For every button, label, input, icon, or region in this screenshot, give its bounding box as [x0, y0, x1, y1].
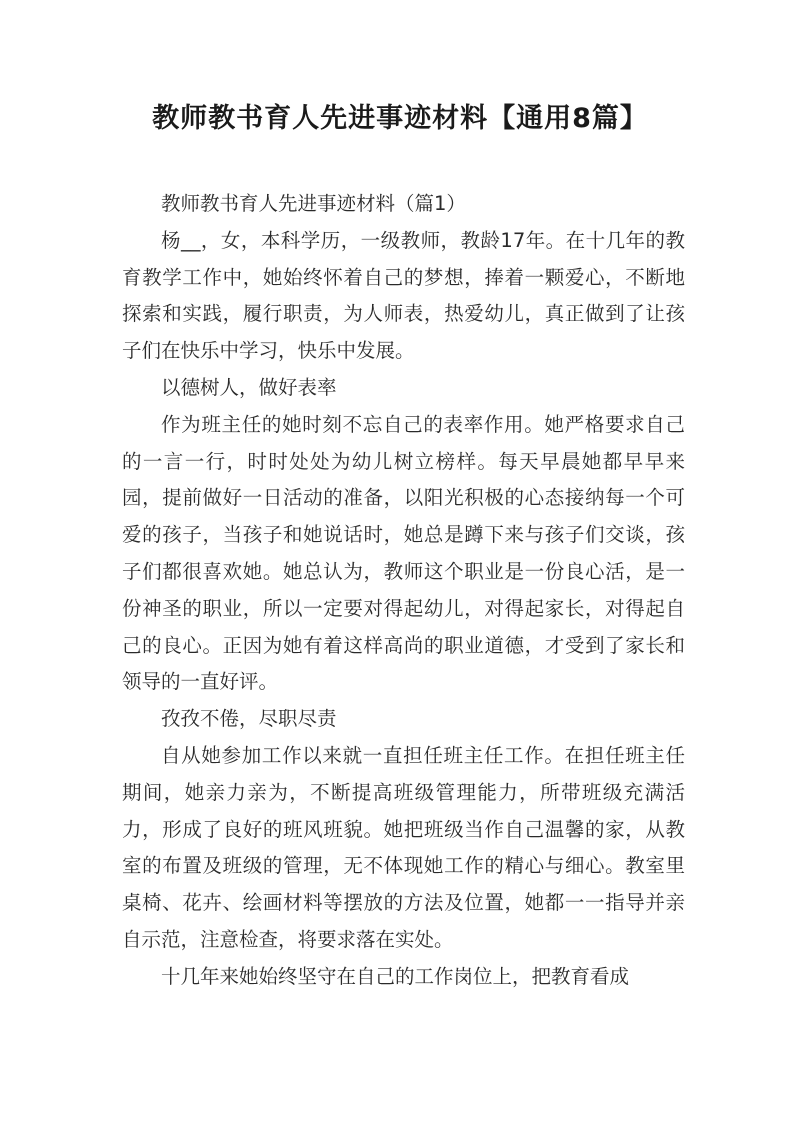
paragraph: 十几年来她始终坚守在自己的工作岗位上，把教育看成 — [161, 964, 630, 988]
document-body — [122, 186, 685, 996]
document-title: 教师教书育人先进事迹材料【通用8篇】 — [152, 103, 648, 134]
section-heading: 教师教书育人先进事迹材料（篇1） — [161, 192, 466, 215]
subheading: 孜孜不倦，尽职尽责 — [161, 707, 337, 731]
paragraph: 自从她参加工作以来就一直担任班主任工作。在担任班主任期间，她亲力亲为，不断提高班级管理能力，所带班级充满活力，形成了良好的班风班貌。她把班级当作自己温馨的家，从教室的布置及班级的管理，无不体现她工作的精心与细心。教室里桌椅、花卉、绘画材料等摆放的方法及位置，她都一一指导并亲自示范，注意检查，将要求落在实处。 — [122, 743, 685, 951]
subheading: 以德树人，做好表率 — [161, 375, 337, 399]
paragraph: 杨__，女，本科学历，一级教师，教龄17年。在十几年的教育教学工作中，她始终怀着自己的梦想，捧着一颗爱心，不断地探索和实践，履行职责，为人师表，热爱幼儿，真正做到了让孩子们在快乐中学习，快乐中发展。 — [122, 228, 685, 363]
paragraph: 作为班主任的她时刻不忘自己的表率作用。她严格要求自己的一言一行，时时处处为幼儿树立榜样。每天早晨她都早早来园，提前做好一日活动的准备，以阳光积极的心态接纳每一个可爱的孩子，当孩子和她说话时，她总是蹲下来与孩子们交谈，孩子们都很喜欢她。她总认为，教师这个职业是一份良心活，是一份神圣的职业，所以一定要对得起幼儿，对得起家长，对得起自己的良心。正因为她有着这样高尚的职业道德，才受到了家长和领导的一直好评。 — [122, 412, 685, 694]
